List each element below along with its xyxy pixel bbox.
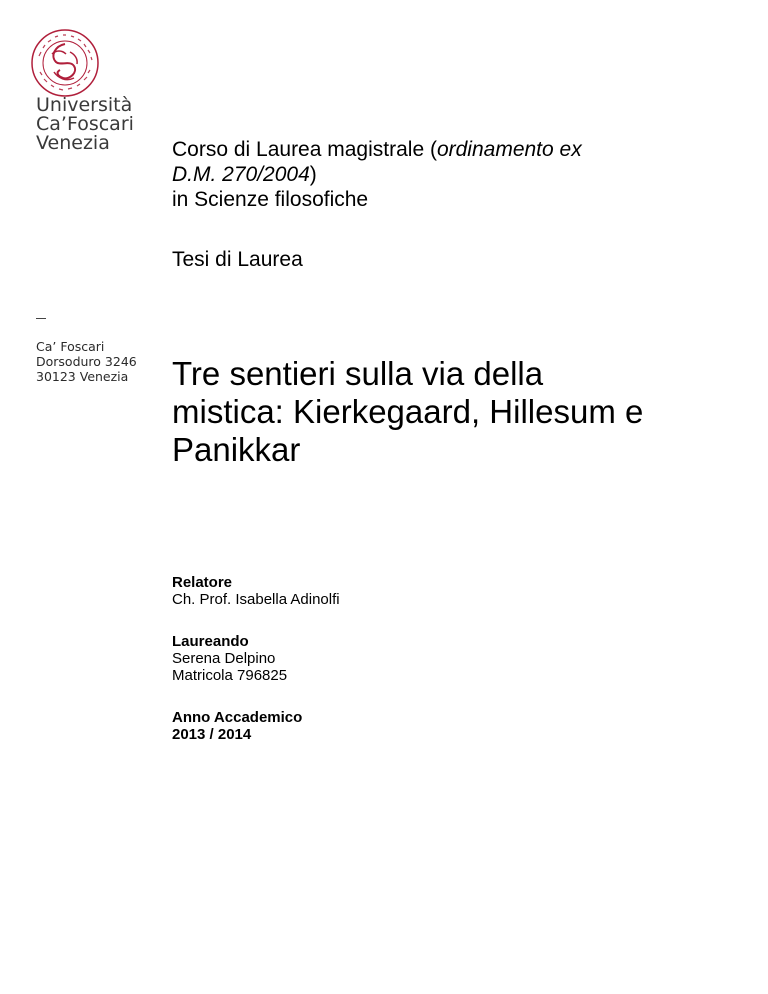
university-name <box>36 96 134 153</box>
divider-dash <box>36 318 46 319</box>
relatore-heading: Relatore <box>172 574 233 591</box>
anno-value: 2013 / 2014 <box>172 726 252 743</box>
laureando-block <box>172 633 287 684</box>
document-type: Tesi di Laurea <box>172 248 303 271</box>
university-name-line: Ca’Foscari <box>36 113 134 135</box>
anno-heading: Anno Accademico <box>172 709 303 726</box>
course-line1-prefix: Corso di Laurea magistrale ( <box>172 138 437 161</box>
course-description <box>172 137 582 212</box>
thesis-title-line: Panikkar <box>172 431 301 468</box>
laureando-name: Serena Delpino <box>172 650 276 667</box>
thesis-title-line: Tre sentieri sulla via della <box>172 355 544 392</box>
course-line3: in Scienze filosofiche <box>172 188 369 211</box>
address-line: Dorsoduro 3246 <box>36 354 137 369</box>
laureando-heading: Laureando <box>172 633 249 650</box>
address <box>36 339 137 384</box>
course-line1-italic: ordinamento ex <box>436 138 582 161</box>
relatore-name: Ch. Prof. Isabella Adinolfi <box>172 591 340 608</box>
relatore-block <box>172 574 340 608</box>
ca-foscari-seal-logo <box>30 28 100 98</box>
address-line: Ca’ Foscari <box>36 339 105 354</box>
course-line2-suffix: ) <box>309 163 317 186</box>
laureando-matricola: Matricola 796825 <box>172 667 288 684</box>
thesis-title <box>172 355 742 469</box>
university-name-line: Università <box>36 94 133 116</box>
university-name-line: Venezia <box>36 132 110 154</box>
anno-block <box>172 709 302 743</box>
thesis-title-line: mistica: Kierkegaard, Hillesum e <box>172 393 644 430</box>
course-line2-italic: D.M. 270/2004 <box>172 163 310 186</box>
address-line: 30123 Venezia <box>36 369 129 384</box>
